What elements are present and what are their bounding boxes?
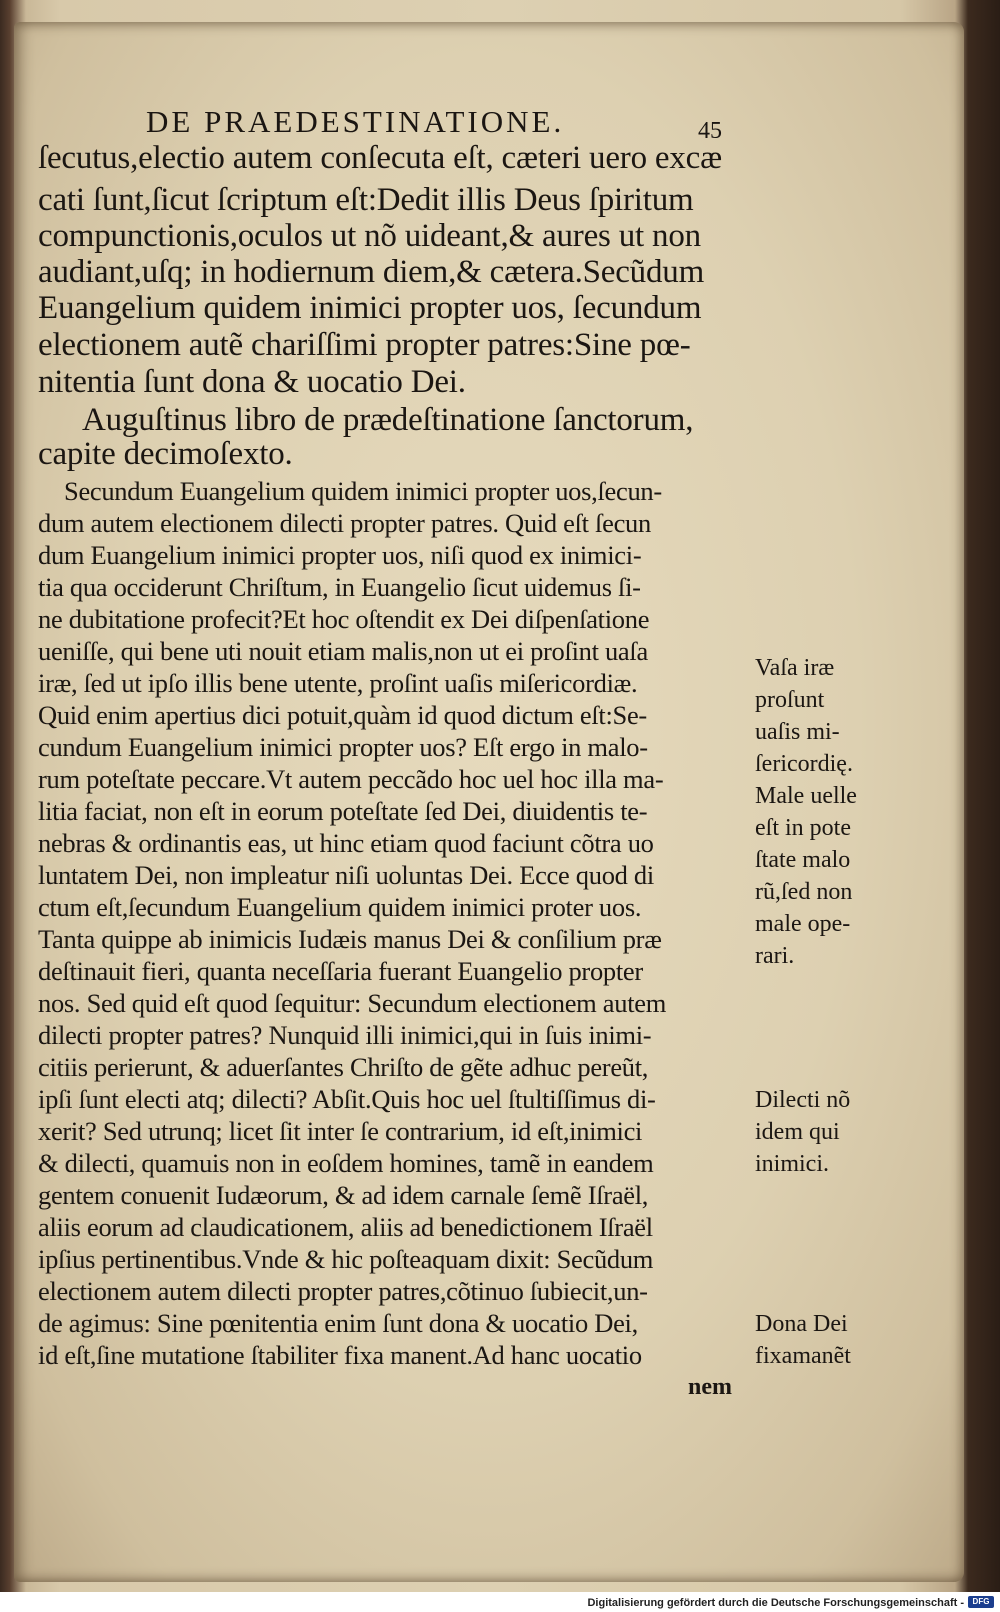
text-line: compunctionis,oculos ut nõ uideant,& aures ut non [38, 218, 701, 254]
margin-line: fixamanẽt [755, 1343, 851, 1369]
text-line: nitentia ſunt dona & uocatio Dei. [38, 364, 466, 400]
margin-line: eſt in pote [755, 815, 851, 841]
margin-line: inimici. [755, 1151, 829, 1177]
dfg-logo-icon: DFG [968, 1596, 994, 1608]
text-line: dilecti propter patres? Nunquid illi inimici,qui in ſuis inimi- [38, 1020, 652, 1050]
page-number: 45 [698, 118, 722, 144]
funding-credit: Digitalisierung gefördert durch die Deutsche Forschungsgemeinschaft - [587, 1597, 964, 1609]
text-line: rum poteſtate peccare.Vt autem peccãdo hoc uel hoc illa ma- [38, 764, 664, 794]
text-line: id eſt,ſine mutatione ſtabiliter fixa manent.Ad hanc uocatio [38, 1340, 642, 1370]
text-line: ipſi ſunt electi atq; dilecti? Abſit.Quis hoc uel ſtultiſſimus di- [38, 1084, 656, 1114]
catchword: nem [688, 1374, 732, 1400]
margin-line: rũ,ſed non [755, 879, 853, 905]
text-line: capite decimoſexto. [38, 436, 293, 472]
running-title: DE PRAEDESTINATIONE. [146, 104, 565, 139]
text-line: dum Euangelium inimici propter uos, niſi quod ex inimici- [38, 540, 642, 570]
text-line: aliis eorum ad claudicationem, aliis ad benedictionem Iſraël [38, 1212, 653, 1242]
text-line: iræ, ſed ut ipſo illis bene utente, proſint uaſis miſericordiæ. [38, 668, 638, 698]
text-line: ne dubitatione profecit?Et hoc oſtendit ex Dei diſpenſatione [38, 604, 650, 634]
text-line: electionem autem dilecti propter patres,cõtinuo ſubiecit,un- [38, 1276, 648, 1306]
text-line: citiis perierunt, & aduerſantes Chriſto de gẽte adhuc pereũt, [38, 1052, 649, 1082]
text-line: Quid enim apertius dici potuit,quàm id quod dictum eſt:Se- [38, 700, 647, 730]
text-line: gentem conuenit Iudæorum, & ad idem carnale ſemẽ Iſraël, [38, 1180, 649, 1210]
text-line: nebras & ordinantis eas, ut hinc etiam quod faciunt cõtra uo [38, 828, 654, 858]
text-line: ueniſſe, qui bene uti nouit etiam malis,non ut ei proſint uaſa [38, 636, 648, 666]
text-line: xerit? Sed utrunq; licet ſit inter ſe contrarium, id eſt,inimici [38, 1116, 643, 1146]
text-line: electionem autẽ chariſſimi propter patres:Sine pœ- [38, 327, 691, 363]
margin-line: rari. [755, 943, 795, 969]
text-line: Tanta quippe ab inimicis Iudæis manus Dei & conſilium præ [38, 924, 662, 954]
text-line: de agimus: Sine pœnitentia enim ſunt dona & uocatio Dei, [38, 1308, 638, 1338]
text-line: & dilecti, quamuis non in eoſdem homines, tamẽ in eandem [38, 1148, 654, 1178]
margin-line: Dona Dei [755, 1311, 848, 1337]
margin-line: male ope- [755, 911, 851, 937]
text-line: audiant,uſq; in hodiernum diem,& cætera.Secũdum [38, 254, 705, 290]
text-line: ſecutus,electio autem conſecuta eſt, cæteri uero excæ [38, 140, 722, 176]
margin-line: ſericordię. [755, 751, 853, 777]
text-line: ctum eſt,ſecundum Euangelium quidem inimici proter uos. [38, 892, 642, 922]
margin-line: Dilecti nõ [755, 1087, 851, 1113]
text-line: Auguſtinus libro de prædeſtinatione ſanctorum, [82, 402, 694, 438]
margin-line: Male uelle [755, 783, 857, 809]
text-line: Secundum Euangelium quidem inimici propter uos,ſecun- [64, 476, 662, 506]
text-line: cati ſunt,ſicut ſcriptum eſt:Dedit illis Deus ſpiritum [38, 182, 694, 218]
margin-line: idem qui [755, 1119, 840, 1145]
text-line: ipſius pertinentibus.Vnde & hic poſteaquam dixit: Secũdum [38, 1244, 654, 1274]
text-line: tia qua occiderunt Chriſtum, in Euangelio ſicut uidemus ſi- [38, 572, 641, 602]
margin-line: uaſis mi- [755, 719, 840, 745]
text-line: nos. Sed quid eſt quod ſequitur: Secundum electionem autem [38, 988, 667, 1018]
text-line: dum autem electionem dilecti propter patres. Quid eſt ſecun [38, 508, 651, 538]
text-line: deſtinauit fieri, quanta neceſſaria fuerant Euangelio propter [38, 956, 643, 986]
margin-line: Vaſa iræ [755, 655, 835, 681]
text-line: cundum Euangelium inimici propter uos? Eſt ergo in malo- [38, 732, 648, 762]
margin-line: proſunt [755, 687, 825, 713]
text-line: litia faciat, non eſt in eorum poteſtate ſed Dei, diuidentis te- [38, 796, 648, 826]
margin-line: ſtate malo [755, 847, 851, 873]
text-line: luntatem Dei, non impleatur niſi uoluntas Dei. Ecce quod di [38, 860, 654, 890]
text-line: Euangelium quidem inimici propter uos, ſecundum [38, 290, 702, 326]
